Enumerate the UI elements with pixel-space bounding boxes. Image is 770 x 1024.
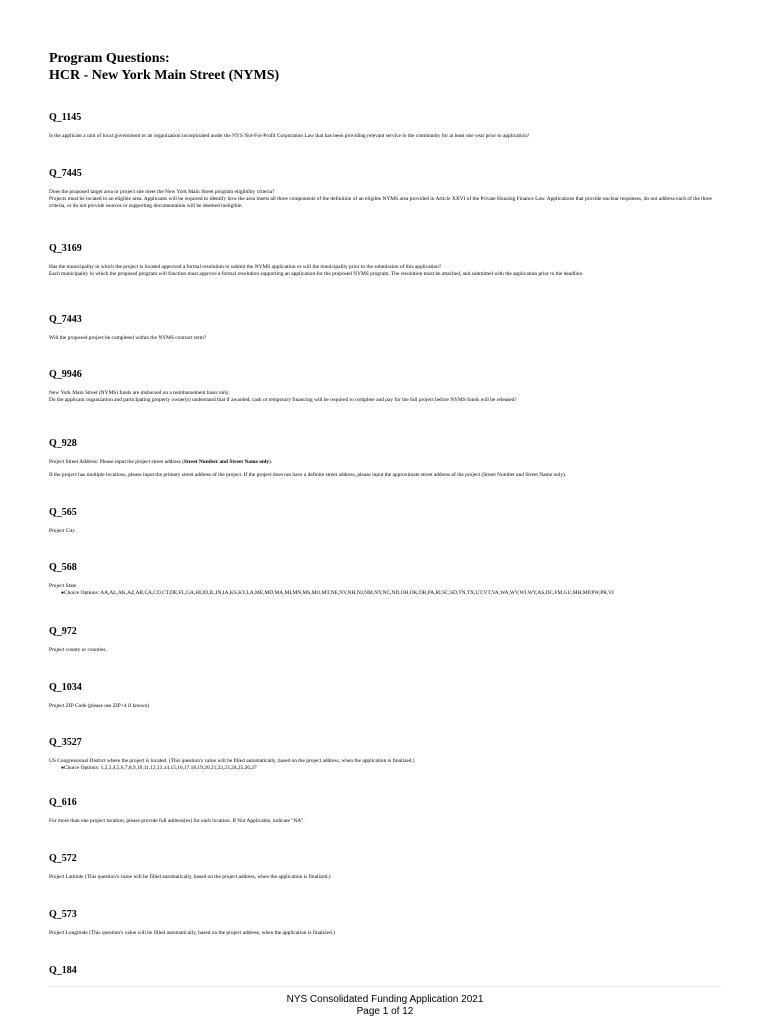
- question-note: Projects must be located in an eligible area. Applicants will be required to identify how the area meets all three components of the definition of an eligible NYMS area provided in Article XXVI of the Private Housing Finance Law. Applications that provide unclear responses, do not address each of the three criteria, or do not provide sources or supporting documentation will be deemed ineligible.: [49, 196, 712, 209]
- question-text-part: Project Street Address: Please input the project street address (: [49, 459, 184, 465]
- question-block: [49, 314, 729, 342]
- question-block: [49, 626, 729, 654]
- question-block: [49, 438, 729, 479]
- question-note: Do the applicant organization and participating property owner(s) understand that if awarded, cash or temporary financing will be required to complete and pay for the full project before NYMS funds will be released?: [49, 397, 517, 403]
- question-id: Q_972: [49, 626, 77, 637]
- question-text-emphasis: Street Number and Street Name only: [183, 459, 270, 465]
- question-id: Q_1145: [49, 112, 82, 123]
- footer-divider: [49, 986, 721, 987]
- question-text: Is the applicant a unit of local government or an organization incorporated under the NYS Not-For-Profit Corporation Law that has been providing relevant service to the community for at least one year prior to application?: [49, 133, 530, 139]
- question-id: Q_9946: [49, 369, 82, 380]
- question-text: Project Latitude (This question's value will be filled automatically, based on the project address, when the application is finalized.): [49, 874, 331, 880]
- bullet-icon: ●: [61, 766, 65, 771]
- question-block: [49, 112, 729, 140]
- question-id: Q_7443: [49, 314, 82, 325]
- question-id: Q_572: [49, 853, 77, 864]
- page-title: [49, 50, 279, 84]
- question-text: New York Main Street (NYMS) funds are disbursed on a reimbursement basis only.: [49, 390, 230, 396]
- question-note: Each municipality in which the proposed program will function must approve a formal resolution supporting an application for the proposed NYMS program. The resolution must be attached, and submitted with the application prior to the deadline.: [49, 271, 584, 277]
- question-block: [49, 369, 729, 404]
- question-block: [49, 507, 729, 535]
- question-block: [49, 562, 729, 597]
- title-line-1: Program Questions:: [49, 51, 170, 66]
- question-block: [49, 965, 729, 986]
- question-block: [49, 737, 729, 772]
- question-id: Q_3527: [49, 737, 82, 748]
- question-text: Project City: [49, 528, 75, 534]
- question-text: US Congressional District where the project is located. (This question's value will be filled automatically, based on the project address, when the application is finalized.): [49, 758, 415, 764]
- question-text: Project county or counties.: [49, 647, 107, 653]
- question-id: Q_3169: [49, 243, 82, 254]
- question-text: Project Longitude (This question's value will be filled automatically, based on the project address, when the application is finalized.): [49, 930, 335, 936]
- question-id: Q_616: [49, 797, 77, 808]
- choice-options: [49, 590, 729, 597]
- bullet-icon: ●: [61, 591, 65, 596]
- question-id: Q_1034: [49, 682, 82, 693]
- question-block: [49, 168, 729, 210]
- question-text-part: ).: [269, 459, 273, 465]
- page-number: Page 1 of 12: [356, 1006, 414, 1017]
- question-block: [49, 909, 729, 937]
- question-text: Will the proposed project be completed within the NYMS contract term?: [49, 335, 207, 341]
- question-text: For more than one project location, please provide full address(es) for each location. If Not Applicable, indicate "NA".: [49, 818, 305, 824]
- question-id: Q_184: [49, 965, 77, 976]
- question-text: Has the municipality in which the project is located approved a formal resolution to submit the NYMS application or will the municipality prior to the submission of this application?: [49, 264, 442, 270]
- page-footer: [0, 994, 770, 1018]
- choice-options: [49, 765, 729, 772]
- question-id: Q_928: [49, 438, 77, 449]
- question-block: [49, 243, 729, 278]
- question-id: Q_573: [49, 909, 77, 920]
- question-text: [49, 459, 729, 466]
- choice-options-text: Choice Options: 1,2,3,4,5,6,7,8,9,10,11,12,13,14,15,16,17,18,19,20,21,22,23,24,25,26,27: [64, 765, 257, 771]
- question-block: [49, 853, 729, 881]
- question-text: Project State: [49, 583, 77, 589]
- question-text: Project ZIP Code (please use ZIP+4 if known): [49, 703, 150, 709]
- title-line-2: HCR - New York Main Street (NYMS): [49, 68, 280, 83]
- question-text: Does the proposed target area or project site meet the New York Main Street program eligibility criteria?: [49, 189, 275, 195]
- question-block: [49, 797, 729, 825]
- choice-options-text: Choice Options: AA,AL,AK,AZ,AR,CA,CO,CT,DE,FL,GA,HI,ID,IL,IN,IA,KS,KY,LA,ME,MD,MA,MI,MN,MS,MO,MT,NE,NV,NH,NJ,NM,NY,NC,ND,OH,OK,OR,PA,RI,SC,SD,TN,TX,UT,VT,VA,WA,WV,WI,WY,AS,DC,FM,GU,MH,MP,PW,PR,VI: [64, 590, 614, 596]
- question-id: Q_568: [49, 562, 77, 573]
- question-block: [49, 682, 729, 710]
- question-id: Q_7445: [49, 168, 82, 179]
- question-id: Q_565: [49, 507, 77, 518]
- question-note: If the project has multiple locations, please input the primary street address of the project. If the project does not have a definite street address, please input the approximate street address of the project (Street Number and Street Name only).: [49, 472, 567, 478]
- footer-title: NYS Consolidated Funding Application 2021: [286, 994, 484, 1005]
